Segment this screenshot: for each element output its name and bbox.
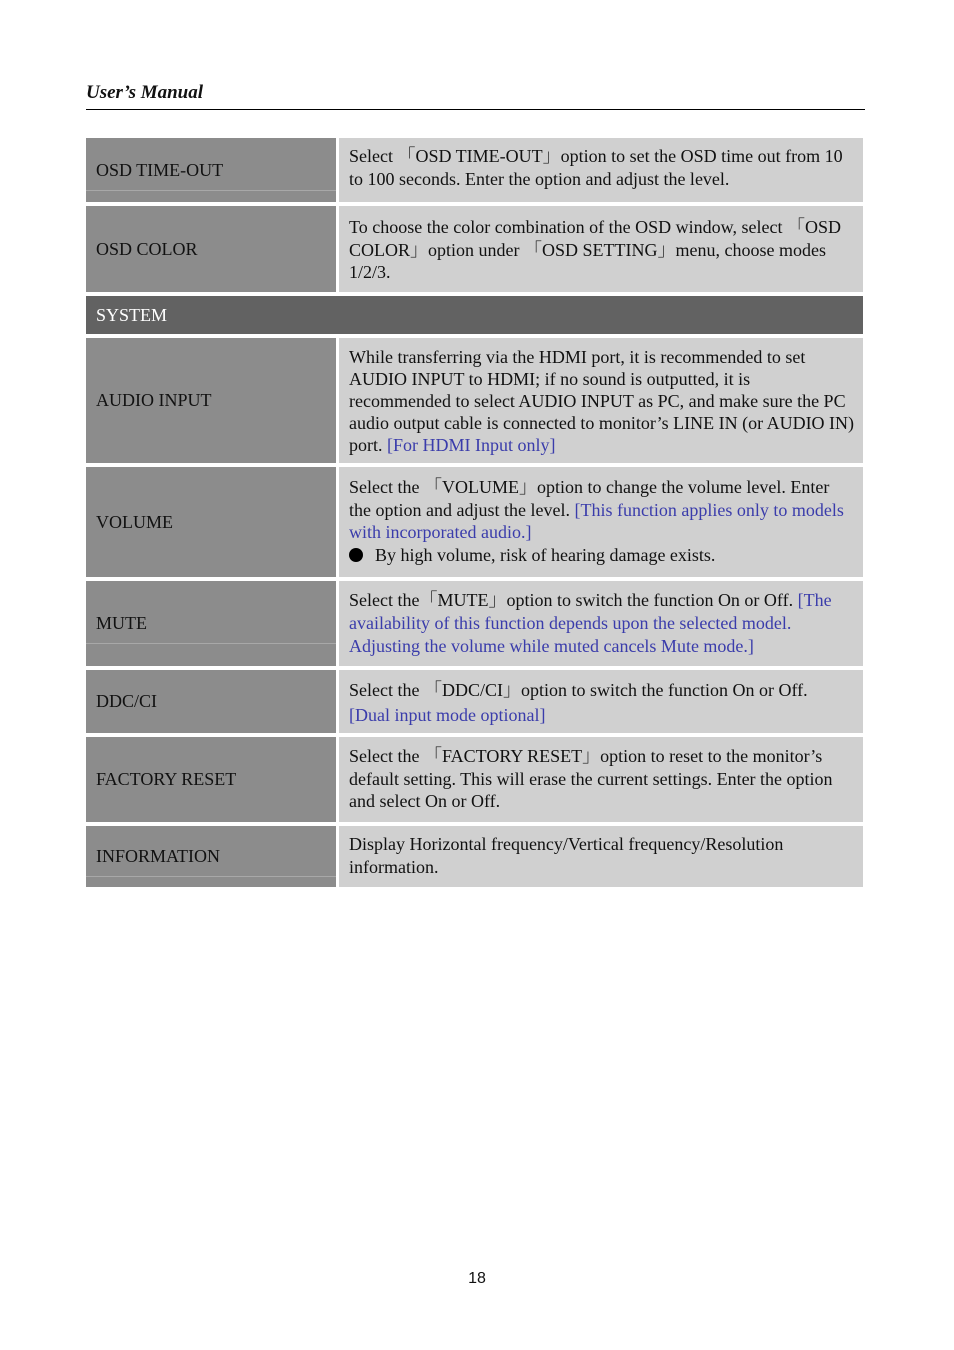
row-description-cell — [339, 206, 863, 292]
row-label: MUTE — [96, 613, 147, 633]
row-label-cell — [86, 670, 336, 733]
row-description-cell — [339, 826, 863, 887]
row-label-cell — [86, 467, 336, 577]
row-description: Select 「OSD TIME-OUT」option to set the OSD time out from 10 to 100 seconds. Enter the option and adjust the level. — [349, 146, 843, 189]
table-row-mute — [86, 581, 863, 666]
table-row-volume — [86, 467, 863, 577]
row-description: Select the 「FACTORY RESET」option to reset to the monitor’s default setting. This will erase the current settings. Enter the option and select On or Off. — [349, 746, 833, 811]
section-header-system — [86, 296, 863, 334]
row-label: VOLUME — [96, 511, 173, 532]
row-note: [For HDMI Input only] — [387, 435, 556, 455]
row-description: Select the「MUTE」option to switch the function On or Off. — [349, 590, 798, 610]
row-description: While transferring via the HDMI port, it is recommended to set AUDIO INPUT to HDMI; if no sound is outputted, it is recommended to select AUDIO INPUT as PC, and make sure the PC audio output cable is connected to monitor’s LINE IN (or AUDIO IN) port. — [349, 347, 855, 455]
page-header — [86, 80, 865, 110]
row-note: [The availability of this function depends upon the selected model. Adjusting the volume while muted cancels Mute mode.] — [349, 590, 832, 656]
row-label: DDC/CI — [96, 691, 158, 711]
row-label-cell — [86, 737, 336, 822]
row-description: To choose the color combination of the OSD window, select 「OSD COLOR」option under 「OSD SETTING」menu, choose modes 1/2/3. — [349, 217, 841, 282]
row-description: Select the 「VOLUME」option to change the volume level. Enter the option and adjust the level. — [349, 477, 830, 520]
row-label: FACTORY RESET — [96, 769, 237, 789]
table-row-information — [86, 826, 863, 887]
row-label-cell — [86, 826, 336, 887]
row-warning: By high volume, risk of hearing damage exists. — [375, 544, 716, 565]
bullet-icon — [349, 548, 363, 562]
row-label: AUDIO INPUT — [96, 390, 212, 410]
table-row-factory-reset — [86, 737, 863, 822]
row-label-cell — [86, 138, 336, 202]
row-label: OSD COLOR — [96, 238, 198, 259]
table-row-audio-input — [86, 338, 863, 463]
table-row-osd-time-out — [86, 138, 863, 202]
row-label: OSD TIME-OUT — [96, 159, 224, 180]
row-label-cell — [86, 206, 336, 292]
row-description-cell — [339, 138, 863, 202]
row-description: Display Horizontal frequency/Vertical frequency/Resolution information. — [349, 834, 784, 877]
table-row-osd-color — [86, 206, 863, 292]
row-description: Select the 「DDC/CI」option to switch the function On or Off. — [349, 680, 808, 700]
row-label-cell — [86, 338, 336, 463]
row-description-cell — [339, 737, 863, 822]
table-row-ddc-ci — [86, 670, 863, 733]
row-description-cell — [339, 670, 863, 733]
row-note: [Dual input mode optional] — [349, 705, 546, 725]
row-description-cell — [339, 467, 863, 577]
row-note: [This function applies only to models with incorporated audio.] — [349, 499, 844, 542]
manual-title: User’s Manual — [86, 82, 204, 103]
row-label-cell — [86, 581, 336, 666]
row-description-cell — [339, 338, 863, 463]
row-label: INFORMATION — [96, 846, 221, 866]
settings-table — [86, 138, 863, 891]
section-label: SYSTEM — [96, 304, 168, 325]
page-number: 18 — [468, 1270, 486, 1287]
row-description-cell — [339, 581, 863, 666]
